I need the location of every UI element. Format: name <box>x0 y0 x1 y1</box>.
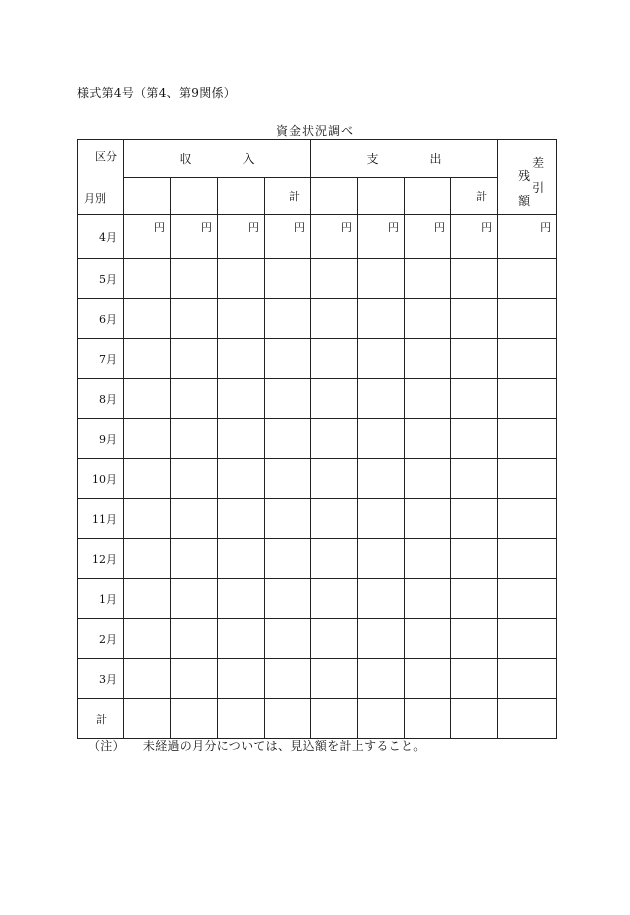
cell <box>218 659 265 699</box>
cell <box>218 499 265 539</box>
kubun-label: 区分 <box>95 150 117 163</box>
yen-unit: 円 <box>498 215 557 259</box>
cell <box>124 619 171 659</box>
cell <box>124 299 171 339</box>
cell <box>311 539 358 579</box>
document-title: 資金状況調べ <box>275 124 354 138</box>
cell <box>265 579 311 619</box>
expense-header <box>311 140 498 178</box>
cell <box>405 259 451 299</box>
cell <box>311 379 358 419</box>
cell <box>405 459 451 499</box>
income-col-2 <box>171 178 218 215</box>
month-cell: 1月 <box>78 579 124 619</box>
cell <box>498 299 557 339</box>
cell <box>124 339 171 379</box>
expense-col-2 <box>358 178 405 215</box>
cell <box>405 299 451 339</box>
month-cell: 6月 <box>78 299 124 339</box>
footnote <box>88 737 426 754</box>
balance-char-4: 額 <box>518 194 531 208</box>
cell <box>171 379 218 419</box>
cell <box>171 299 218 339</box>
balance-char-1: 差 <box>532 156 545 170</box>
cell <box>124 459 171 499</box>
cell <box>405 499 451 539</box>
cell <box>498 619 557 659</box>
cell <box>358 379 405 419</box>
cell <box>218 379 265 419</box>
cell <box>218 299 265 339</box>
cell <box>498 659 557 699</box>
cell <box>405 699 451 739</box>
cell <box>358 499 405 539</box>
cell <box>498 579 557 619</box>
cell <box>451 619 498 659</box>
total-row-label: 計 <box>78 699 124 739</box>
cell <box>498 379 557 419</box>
month-cell: 3月 <box>78 659 124 699</box>
table-row <box>78 299 557 339</box>
cell <box>171 699 218 739</box>
month-label: 月別 <box>84 192 106 205</box>
table-row <box>78 459 557 499</box>
cell <box>498 339 557 379</box>
cell <box>311 579 358 619</box>
cell <box>451 459 498 499</box>
cell <box>451 699 498 739</box>
cell <box>498 259 557 299</box>
table-row <box>78 579 557 619</box>
income-col-3 <box>218 178 265 215</box>
cell <box>124 379 171 419</box>
cell <box>405 579 451 619</box>
month-cell: 10月 <box>78 459 124 499</box>
cell <box>171 539 218 579</box>
balance-header <box>498 140 557 215</box>
cell <box>265 259 311 299</box>
cell <box>451 379 498 419</box>
cell <box>218 259 265 299</box>
cell <box>311 659 358 699</box>
cell <box>451 539 498 579</box>
cell <box>124 579 171 619</box>
cell <box>451 579 498 619</box>
cell <box>171 419 218 459</box>
month-cell: 12月 <box>78 539 124 579</box>
month-cell: 5月 <box>78 259 124 299</box>
cell <box>311 419 358 459</box>
cell <box>358 459 405 499</box>
footnote-mark: （注） <box>88 739 125 753</box>
yen-unit: 円 <box>171 215 218 259</box>
cell <box>405 339 451 379</box>
cell <box>358 259 405 299</box>
expense-col-3 <box>405 178 451 215</box>
expense-subtotal-header: 計 <box>451 178 498 215</box>
cell <box>171 259 218 299</box>
table-row <box>78 619 557 659</box>
month-cell: 9月 <box>78 419 124 459</box>
cell <box>451 659 498 699</box>
cell <box>311 459 358 499</box>
cell <box>405 379 451 419</box>
cell <box>405 419 451 459</box>
cell <box>171 499 218 539</box>
cell <box>265 699 311 739</box>
cell <box>498 459 557 499</box>
cell <box>451 259 498 299</box>
income-char-1: 収 <box>179 152 192 166</box>
cell <box>311 299 358 339</box>
yen-unit: 円 <box>358 215 405 259</box>
cell <box>358 579 405 619</box>
cell <box>311 259 358 299</box>
table-row <box>78 539 557 579</box>
yen-unit: 円 <box>311 215 358 259</box>
month-cell: 2月 <box>78 619 124 659</box>
cell <box>218 339 265 379</box>
cell <box>265 619 311 659</box>
cell <box>358 339 405 379</box>
cell <box>171 659 218 699</box>
cell <box>218 579 265 619</box>
cell <box>311 619 358 659</box>
cell <box>358 699 405 739</box>
cell <box>451 299 498 339</box>
month-cell: 11月 <box>78 499 124 539</box>
cell <box>218 539 265 579</box>
table-row <box>78 379 557 419</box>
expense-col-1 <box>311 178 358 215</box>
cell <box>265 659 311 699</box>
yen-unit: 円 <box>265 215 311 259</box>
cell <box>451 499 498 539</box>
month-cell: 4月 <box>78 215 124 259</box>
table-row <box>78 259 557 299</box>
income-char-2: 入 <box>242 152 255 166</box>
cell <box>311 339 358 379</box>
form-number-label: 様式第4号（第4、第9関係） <box>77 86 237 100</box>
cell <box>218 419 265 459</box>
cell <box>311 499 358 539</box>
income-subtotal-header: 計 <box>265 178 311 215</box>
yen-unit: 円 <box>124 215 171 259</box>
cell <box>124 259 171 299</box>
cell <box>265 539 311 579</box>
cell <box>265 459 311 499</box>
cell <box>265 299 311 339</box>
table-row <box>78 659 557 699</box>
cell <box>498 539 557 579</box>
cell <box>265 419 311 459</box>
cell <box>358 539 405 579</box>
cell <box>218 459 265 499</box>
table-row <box>78 499 557 539</box>
cell <box>358 299 405 339</box>
cell <box>498 699 557 739</box>
header-corner-cell <box>78 140 124 215</box>
cell <box>124 699 171 739</box>
month-cell: 8月 <box>78 379 124 419</box>
fund-status-table <box>77 139 557 739</box>
footnote-text: 未経過の月分については、見込額を計上すること。 <box>142 739 426 753</box>
cell <box>218 619 265 659</box>
cell <box>358 419 405 459</box>
balance-char-3: 引 <box>532 181 545 195</box>
table-row <box>78 419 557 459</box>
cell <box>124 659 171 699</box>
table-row <box>78 339 557 379</box>
cell <box>498 419 557 459</box>
cell <box>405 539 451 579</box>
income-header <box>124 140 311 178</box>
cell <box>358 659 405 699</box>
balance-char-2: 残 <box>518 169 531 183</box>
expense-char-2: 出 <box>429 152 442 166</box>
cell <box>218 699 265 739</box>
yen-unit: 円 <box>218 215 265 259</box>
table-row <box>78 215 557 259</box>
cell <box>311 699 358 739</box>
cell <box>265 339 311 379</box>
cell <box>451 419 498 459</box>
cell <box>265 499 311 539</box>
cell <box>124 499 171 539</box>
cell <box>498 499 557 539</box>
cell <box>171 579 218 619</box>
cell <box>405 619 451 659</box>
cell <box>171 619 218 659</box>
cell <box>358 619 405 659</box>
cell <box>124 539 171 579</box>
cell <box>265 379 311 419</box>
income-col-1 <box>124 178 171 215</box>
cell <box>451 339 498 379</box>
cell <box>405 659 451 699</box>
yen-unit: 円 <box>405 215 451 259</box>
cell <box>124 419 171 459</box>
cell <box>171 459 218 499</box>
yen-unit: 円 <box>451 215 498 259</box>
total-row <box>78 699 557 739</box>
cell <box>171 339 218 379</box>
month-cell: 7月 <box>78 339 124 379</box>
expense-char-1: 支 <box>366 152 379 166</box>
